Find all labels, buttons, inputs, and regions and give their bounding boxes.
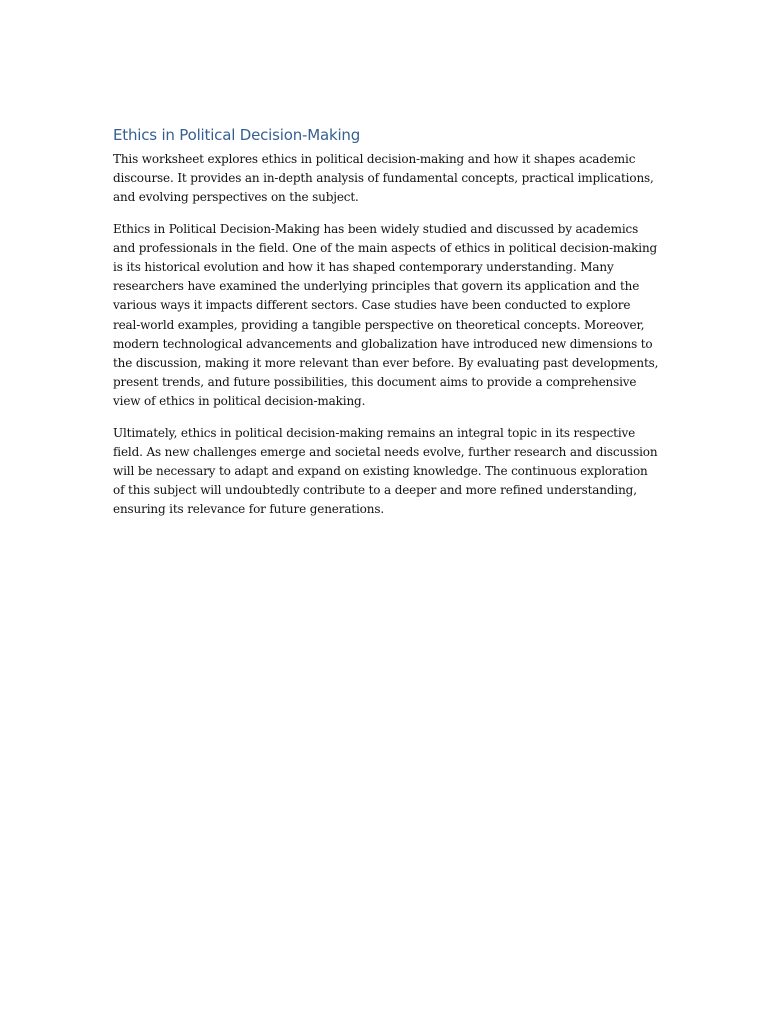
conclusion-paragraph: Ultimately, ethics in political decision-making remains an integral topic in its respective field. As new challenges emerge and societal needs evolve, further research and discussion will be necessary to adapt and expand on existing knowledge. The continuous exploration of this subject will undoubtedly contribute to a deeper and more refined understanding, ensuring its relevance for future generations. xyxy=(113,425,658,517)
document-title: Ethics in Political Decision-Making xyxy=(113,126,361,144)
body-paragraph: Ethics in Political Decision-Making has been widely studied and discussed by academics and professionals in the field. One of the main aspects of ethics in political decision-making is its historical evolution and how it has shaped contemporary understanding. Many researchers have examined the underlying principles that govern its application and the various ways it impacts different sectors. Case studies have been conducted to explore real-world examples, providing a tangible perspective on theoretical concepts. Moreover, modern technological advancements and globalization have introduced new dimensions to the discussion, making it more relevant than ever before. By evaluating past developments, present trends, and future possibilities, this document aims to provide a comprehensive view of ethics in political decision-making. xyxy=(113,221,659,409)
intro-paragraph: This worksheet explores ethics in political decision-making and how it shapes academic discourse. It provides an in-depth analysis of fundamental concepts, practical implications, and evolving perspectives on the subject. xyxy=(113,152,654,205)
document-body xyxy=(113,124,661,532)
